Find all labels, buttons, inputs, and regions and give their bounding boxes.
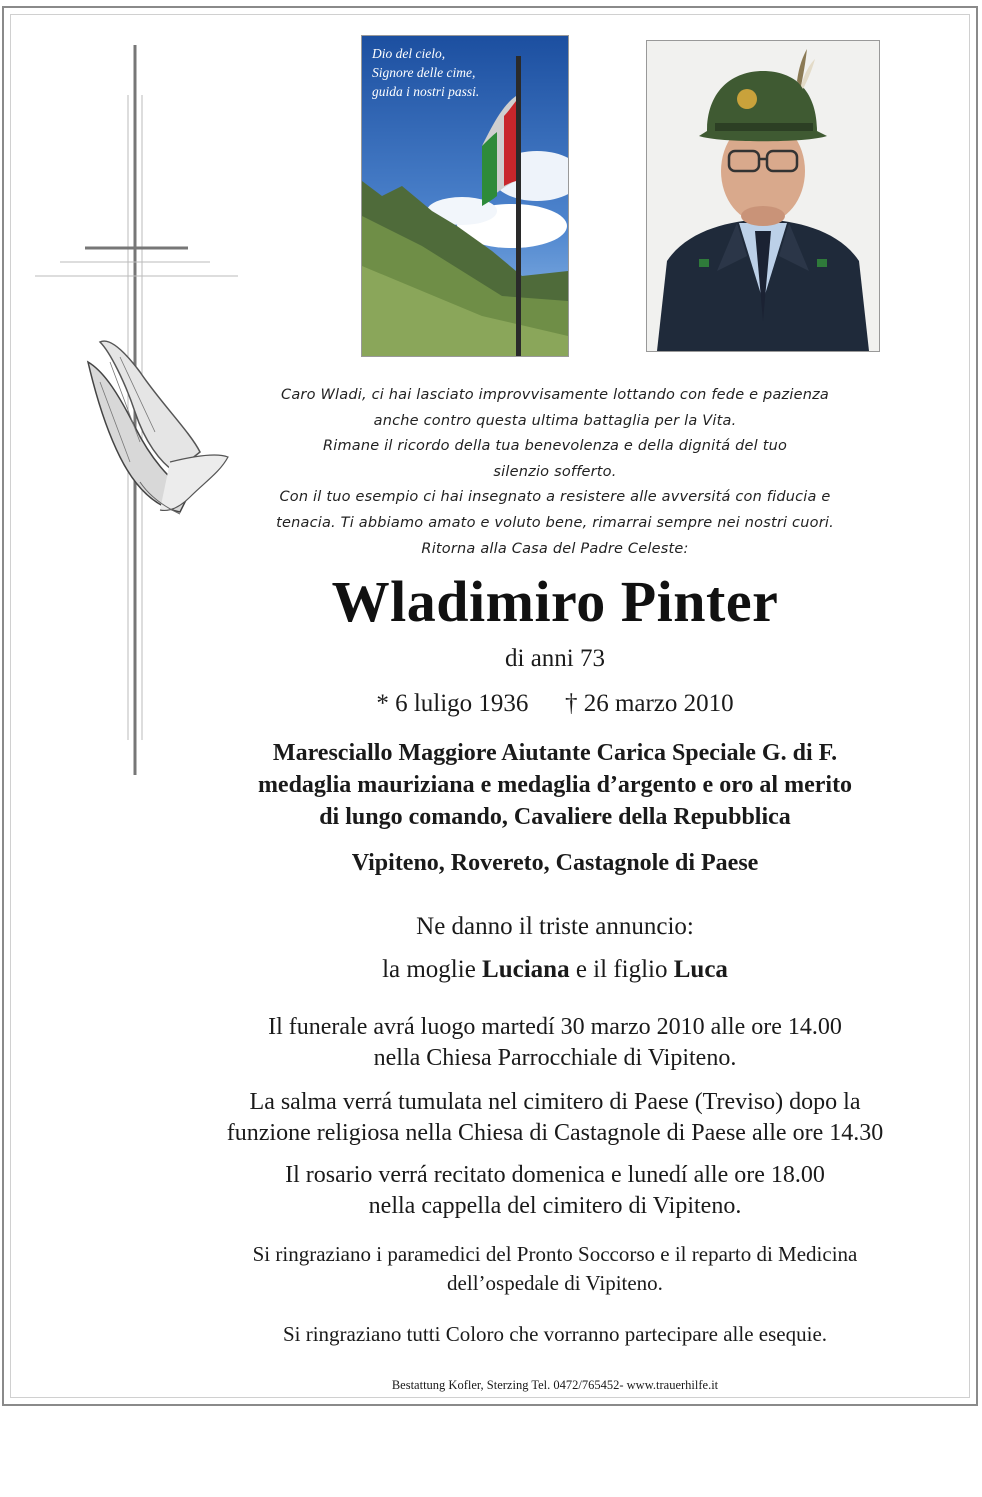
footer-funeral-home: Bestattung Kofler, Sterzing Tel. 0472/765452- www.trauerhilfe.it — [391, 1378, 719, 1392]
rosary-info — [170, 1160, 940, 1222]
announcement-heading: Ne danno il triste annuncio: — [416, 913, 694, 940]
thanks-all: Si ringraziano tutti Coloro che vorranno partecipare alle esequie. — [282, 1322, 828, 1346]
photo-caption — [372, 44, 479, 101]
funeral-line: nella Chiesa Parrocchiale di Vipiteno. — [373, 1045, 737, 1071]
age-text: di anni 73 — [505, 645, 605, 672]
poem-line: tenacia. Ti abbiamo amato e voluto bene, rimarrai sempre nei nostri cuori. — [276, 514, 834, 531]
title-line: Maresciallo Maggiore Aiutante Carica Speciale G. di F. — [272, 740, 838, 766]
burial-line: funzione religiosa nella Chiesa di Castagnole di Paese alle ore 14.30 — [226, 1120, 884, 1146]
burial-line: La salma verrá tumulata nel cimitero di Paese (Treviso) dopo la — [249, 1089, 861, 1115]
portrait-photo — [646, 40, 880, 352]
thanks-medical — [170, 1240, 940, 1298]
honors-title — [170, 737, 940, 833]
family-prefix: la moglie — [382, 956, 476, 983]
poem-line: Ritorna alla Casa del Padre Celeste: — [421, 540, 689, 557]
poem-line: Caro Wladi, ci hai lasciato improvvisamente lottando con fede e pazienza — [281, 387, 829, 403]
caption-line: guida i nostri passi. — [372, 84, 480, 99]
flag-mountain-photo — [361, 35, 569, 357]
funeral-info — [170, 1012, 940, 1074]
poem-line: silenzio sofferto. — [493, 463, 617, 480]
family-middle: e il figlio — [575, 956, 668, 983]
thanks-line: dell’ospedale di Vipiteno. — [447, 1271, 663, 1295]
son-name: Luca — [673, 956, 728, 983]
portrait-illustration — [647, 41, 879, 351]
title-line: medaglia mauriziana e medaglia d’argento e oro al merito — [257, 772, 853, 798]
funeral-line: Il funerale avrá luogo martedí 30 marzo 2010 alle ore 14.00 — [268, 1014, 842, 1040]
poem-text — [190, 383, 920, 562]
poem-line: Con il tuo esempio ci hai insegnato a resistere alle avversitá con fiducia e — [279, 489, 831, 506]
title-line: di lungo comando, Cavaliere della Repubblica — [319, 804, 791, 830]
poem-line: Rimane il ricordo della tua benevolenza e della dignitá del tuo — [322, 438, 788, 455]
life-dates — [170, 690, 940, 718]
rosary-line: Il rosario verrá recitato domenica e lunedí alle ore 18.00 — [285, 1162, 825, 1188]
caption-line: Dio del cielo, — [372, 46, 446, 61]
family-line — [170, 956, 940, 984]
wife-name: Luciana — [482, 956, 570, 983]
burial-info — [170, 1087, 940, 1149]
rosary-line: nella cappella del cimitero di Vipiteno. — [368, 1193, 742, 1219]
thanks-line: Si ringraziano i paramedici del Pronto Soccorso e il reparto di Medicina — [252, 1242, 858, 1266]
caption-line: Signore delle cime, — [372, 65, 476, 80]
birth-date: * 6 luligo 1936 — [376, 690, 529, 717]
places-text: Vipiteno, Rovereto, Castagnole di Paese — [351, 850, 759, 876]
death-date: † 26 marzo 2010 — [564, 690, 734, 717]
deceased-name: Wladimiro Pinter — [331, 569, 779, 634]
poem-line: anche contro questa ultima battaglia per la Vita. — [373, 412, 737, 429]
